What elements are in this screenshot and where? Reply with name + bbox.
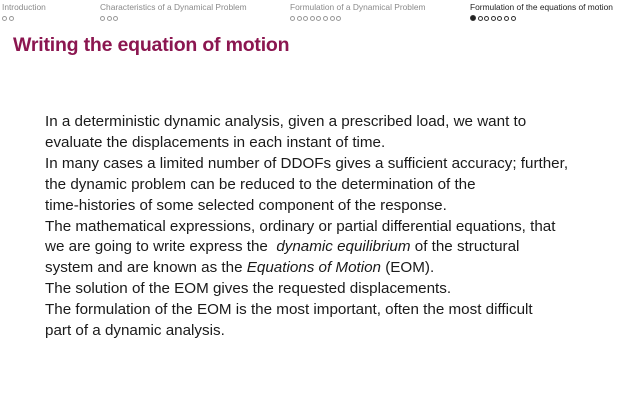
nav-dot[interactable] (336, 16, 341, 21)
nav-dots (100, 14, 247, 22)
nav-dots (290, 14, 425, 22)
nav-dot[interactable] (316, 16, 321, 21)
nav-section-label: Introduction (2, 2, 46, 12)
body-line: part of a dynamic analysis. (45, 322, 225, 340)
nav-dot[interactable] (478, 16, 483, 21)
nav-dot[interactable] (511, 16, 516, 21)
nav-section-characteristics[interactable] (100, 2, 247, 22)
nav-dot[interactable] (297, 16, 302, 21)
section-navigation (0, 2, 638, 28)
body-text-fragment: system and are known as the (45, 259, 247, 277)
body-text-fragment: we are going to write express the (45, 238, 277, 256)
body-line (45, 237, 625, 258)
nav-dot[interactable] (310, 16, 315, 21)
nav-dot[interactable] (330, 16, 335, 21)
nav-section-equations-of-motion[interactable] (470, 2, 613, 22)
body-line: The mathematical expressions, ordinary or partial differential equations, that (45, 217, 556, 235)
nav-dot[interactable] (303, 16, 308, 21)
body-line: the dynamic problem can be reduced to the determination of the (45, 175, 476, 193)
nav-section-formulation-problem[interactable] (290, 2, 425, 22)
nav-dot[interactable] (504, 16, 509, 21)
nav-section-label: Formulation of the equations of motion (470, 2, 613, 12)
nav-section-label: Formulation of a Dynamical Problem (290, 2, 426, 12)
nav-dot[interactable] (2, 16, 7, 21)
body-line: The formulation of the EOM is the most important, often the most difficult (45, 301, 533, 319)
nav-section-label: Characteristics of a Dynamical Problem (100, 2, 247, 12)
nav-dot[interactable] (107, 16, 112, 21)
slide-body (45, 112, 625, 342)
page-title: Writing the equation of motion (13, 34, 290, 56)
nav-dot[interactable] (290, 16, 295, 21)
nav-dots (2, 14, 46, 22)
nav-dot[interactable] (113, 16, 118, 21)
nav-dot[interactable] (9, 16, 14, 21)
nav-dot[interactable] (484, 16, 489, 21)
nav-dot[interactable] (100, 16, 105, 21)
nav-dot[interactable] (497, 16, 502, 21)
body-text-fragment: of the structural (410, 238, 520, 256)
nav-dot-current[interactable] (470, 15, 476, 21)
equations-of-motion-term: Equations of Motion (246, 259, 382, 277)
body-line: time-histories of some selected component of the response. (45, 196, 447, 214)
body-line: In a deterministic dynamic analysis, given a prescribed load, we want to (45, 113, 527, 130)
body-line (45, 258, 625, 279)
dynamic-equilibrium-term: dynamic equilibrium (276, 238, 411, 256)
body-line: In many cases a limited number of DDOFs gives a sufficient accuracy; further, (45, 154, 569, 172)
body-text-fragment: (EOM). (381, 259, 435, 277)
nav-dot[interactable] (491, 16, 496, 21)
nav-section-introduction[interactable] (2, 2, 46, 22)
body-line: evaluate the displacements in each instant of time. (45, 133, 386, 151)
body-line: The solution of the EOM gives the requested displacements. (45, 280, 452, 298)
nav-dot[interactable] (323, 16, 328, 21)
nav-dots (470, 14, 613, 22)
